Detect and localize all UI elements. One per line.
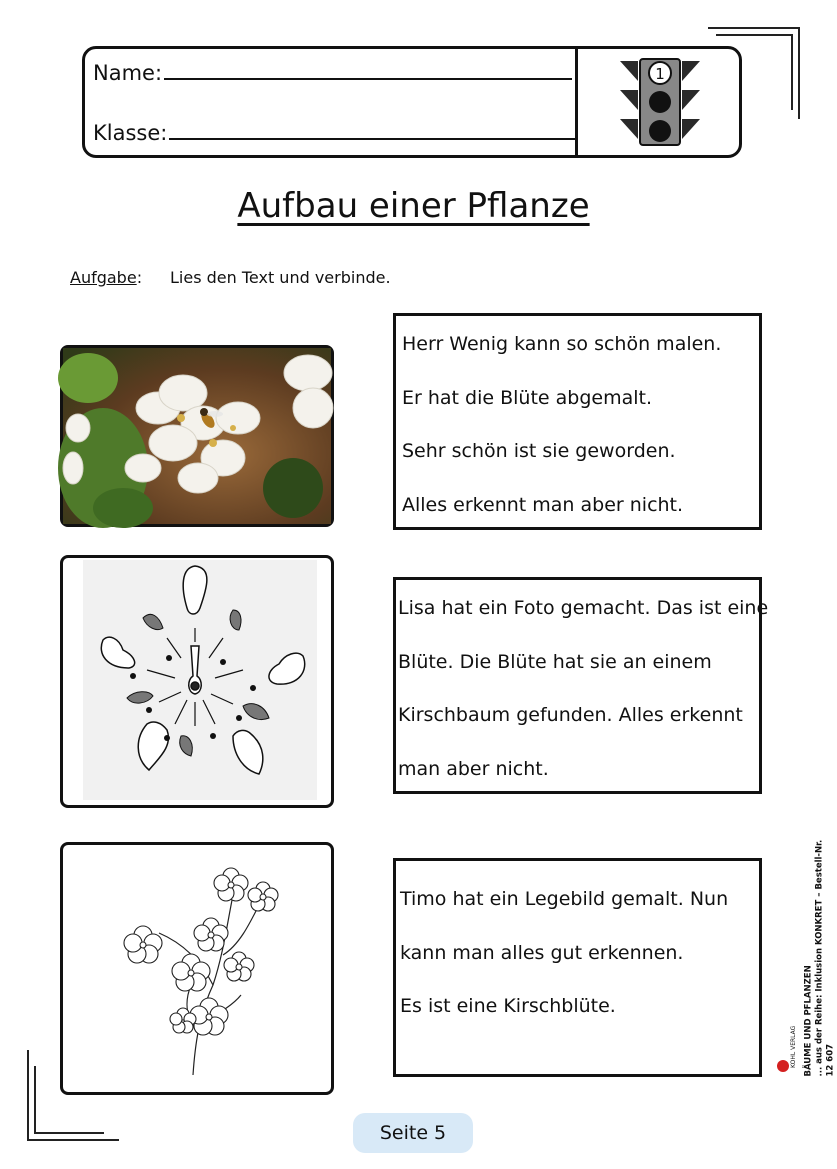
corner-line-bottom-h1 bbox=[27, 1139, 119, 1141]
task-text: Lies den Text und verbinde. bbox=[170, 268, 391, 287]
text-line: Blüte. Die Blüte hat sie an einem bbox=[398, 650, 712, 673]
class-line[interactable] bbox=[169, 137, 575, 140]
corner-line-bottom-v2 bbox=[34, 1066, 36, 1134]
page-title: Aufbau einer Pflanze bbox=[237, 186, 590, 226]
text-line: Kirschbaum gefunden. Alles erkennt bbox=[398, 704, 743, 726]
text-line: kann man alles gut erkennen. bbox=[400, 941, 684, 964]
name-field[interactable] bbox=[93, 61, 572, 85]
traffic-light-icon bbox=[620, 59, 700, 145]
publisher-info bbox=[804, 837, 837, 1077]
task-label-colon: : bbox=[136, 268, 143, 287]
class-field[interactable] bbox=[93, 121, 575, 145]
class-label: Klasse: bbox=[93, 121, 168, 145]
text-line: man aber nicht. bbox=[398, 757, 549, 780]
text-box-lisa bbox=[393, 577, 769, 794]
blossom-laid-out-parts-icon bbox=[63, 558, 331, 805]
task-label bbox=[70, 268, 142, 287]
text-line: Timo hat ein Legebild gemalt. Nun bbox=[400, 888, 729, 910]
cherry-blossom-branch-sketch-icon bbox=[63, 845, 331, 1092]
publisher-line1: BÄUME UND PFLANZEN bbox=[803, 965, 814, 1077]
text-line: Lisa hat ein Foto gemacht. Das ist eine bbox=[398, 597, 769, 619]
text-line: Es ist eine Kirschblüte. bbox=[400, 995, 616, 1017]
header-divider bbox=[575, 49, 578, 155]
difficulty-level: 1 bbox=[655, 65, 665, 83]
blossom-sketch bbox=[60, 842, 334, 1095]
publisher-line2: ... aus der Reihe: Inklusion KONKRET – Bestell-Nr. 12 607 bbox=[814, 839, 836, 1077]
blossom-parts-drawing bbox=[60, 555, 334, 808]
name-line[interactable] bbox=[164, 77, 572, 80]
blossom-photo bbox=[60, 345, 334, 527]
task-label-text: Aufgabe bbox=[70, 268, 137, 287]
corner-line-top-v2 bbox=[791, 34, 793, 110]
name-label: Name: bbox=[93, 61, 163, 85]
svg-text:KOHL VERLAG: KOHL VERLAG bbox=[790, 1025, 797, 1068]
corner-line-bottom-v1 bbox=[27, 1050, 29, 1140]
corner-line-top-v1 bbox=[798, 27, 800, 119]
publisher-logo-icon bbox=[775, 1025, 803, 1076]
corner-line-top-h2 bbox=[716, 34, 792, 36]
header-box bbox=[82, 46, 742, 158]
corner-line-bottom-h2 bbox=[34, 1132, 104, 1134]
text-line: Sehr schön ist sie geworden. bbox=[402, 440, 676, 462]
text-box-timo bbox=[393, 858, 762, 1077]
corner-line-top-h1 bbox=[708, 27, 800, 29]
text-box-herr-wenig bbox=[393, 313, 762, 530]
page-number: Seite 5 bbox=[353, 1113, 473, 1153]
text-line: Er hat die Blüte abgemalt. bbox=[402, 386, 653, 409]
cherry-blossom-photo-icon bbox=[63, 348, 331, 524]
text-line: Herr Wenig kann so schön malen. bbox=[402, 333, 722, 355]
text-line: Alles erkennt man aber nicht. bbox=[402, 493, 684, 516]
